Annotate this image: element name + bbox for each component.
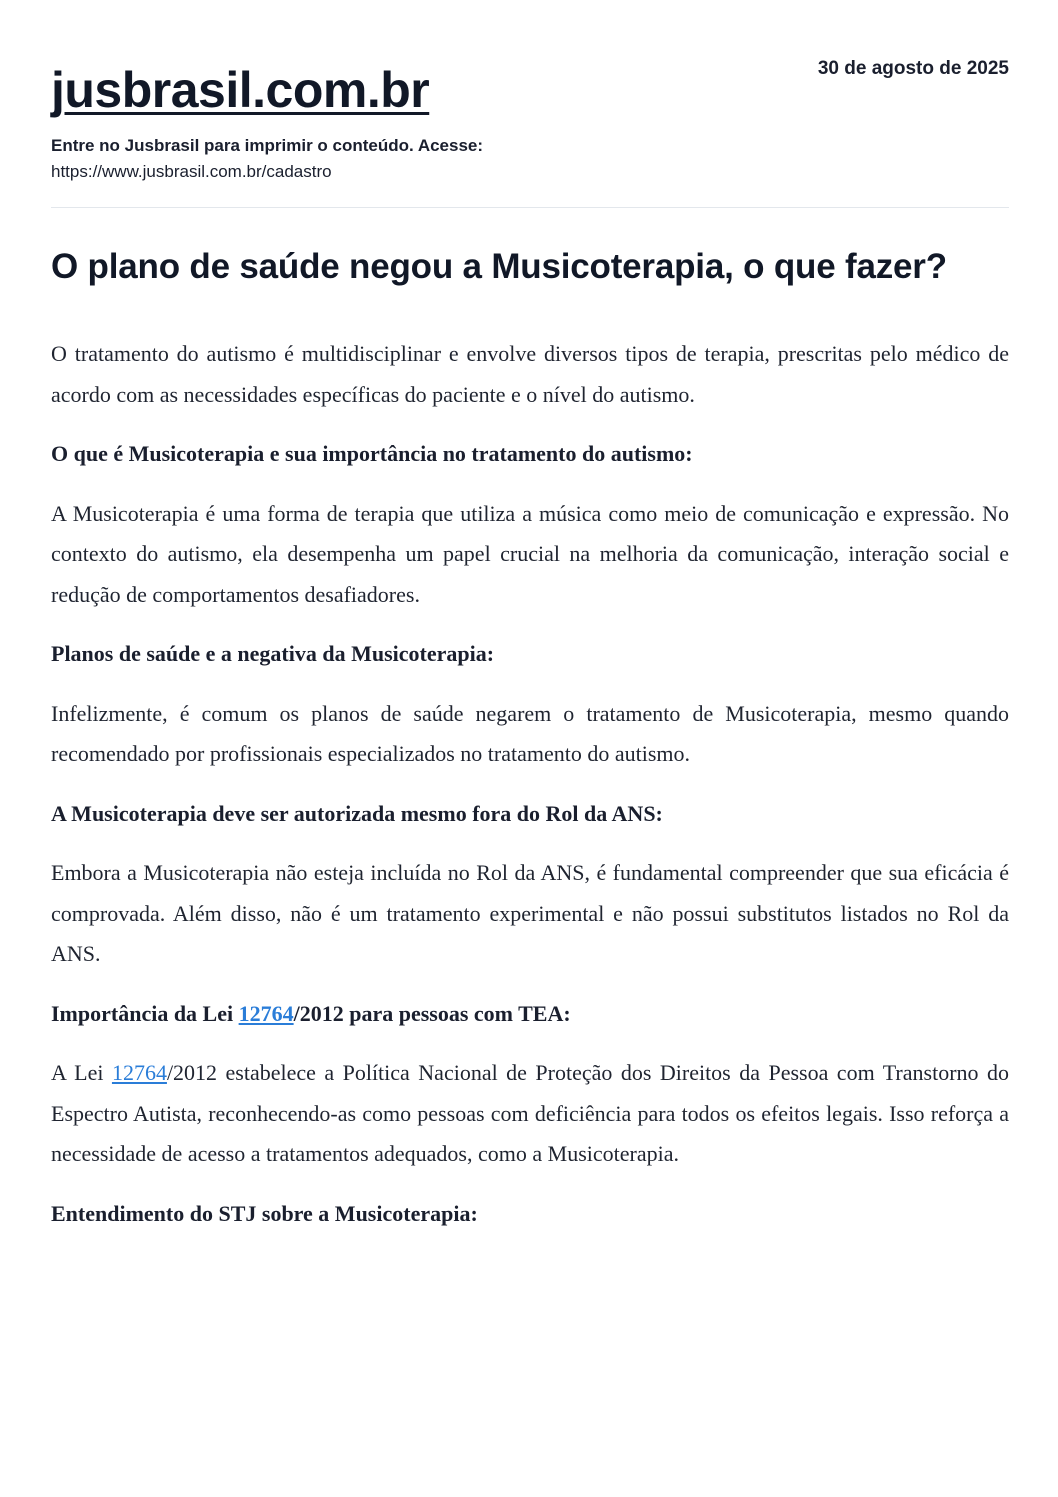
section-paragraph-denial: Infelizmente, é comum os planos de saúde negarem o tratamento de Musicoterapia, mesmo quando recomendado por profissionais especializados no tratamento do autismo. bbox=[51, 700, 1009, 766]
law-link-heading[interactable]: 12764 bbox=[238, 1000, 294, 1026]
section-paragraph-what-is: A Musicoterapia é uma forma de terapia que utiliza a música como meio de comunicação e expressão. No contexto do autismo, ela desempenha um papel crucial na melhoria da comunicação, interação social e redução de comportamentos desafiadores. bbox=[51, 500, 1009, 607]
article-body bbox=[51, 334, 1009, 1234]
law-heading-prefix: Importância da Lei bbox=[51, 1000, 239, 1026]
document-page bbox=[51, 0, 1009, 1253]
print-notice bbox=[51, 133, 483, 185]
site-logo[interactable]: jusbrasil.com.br bbox=[51, 62, 430, 118]
section-paragraph-rol-ans: Embora a Musicoterapia não esteja incluída no Rol da ANS, é fundamental compreender que sua eficácia é comprovada. Além disso, não é um tratamento experimental e não possui substitutos listados no Rol da ANS. bbox=[51, 860, 1009, 966]
section-heading-stj: Entendimento do STJ sobre a Musicoterapia: bbox=[51, 1200, 478, 1226]
section-heading-denial: Planos de saúde e a negativa da Musicoterapia: bbox=[51, 641, 495, 666]
print-notice-text: Entre no Jusbrasil para imprimir o conteúdo. Acesse: bbox=[51, 136, 484, 155]
section-paragraph-law bbox=[51, 1053, 1009, 1175]
section-heading-what-is: O que é Musicoterapia e sua importância no tratamento do autismo: bbox=[51, 441, 693, 466]
law-body-prefix: A Lei bbox=[51, 1060, 112, 1085]
section-heading-law bbox=[51, 994, 1009, 1035]
law-heading-suffix: /2012 para pessoas com TEA: bbox=[293, 1000, 571, 1026]
law-body-suffix: /2012 estabelece a Política Nacional de Proteção dos Direitos da Pessoa com Transtorno do Espectro Autista, reconhecendo-as como pessoas com deficiência para todos os efeitos legais. Isso reforça a necessidade de acesso a tratamentos adequados, como a Musicoterapia. bbox=[51, 1060, 1009, 1166]
article-title: O plano de saúde negou a Musicoterapia, o que fazer? bbox=[51, 247, 947, 286]
page-header bbox=[51, 0, 1009, 208]
signup-url: https://www.jusbrasil.com.br/cadastro bbox=[51, 162, 332, 181]
intro-paragraph: O tratamento do autismo é multidisciplinar e envolve diversos tipos de terapia, prescritas pelo médico de acordo com as necessidades específicas do paciente e o nível do autismo. bbox=[51, 341, 1009, 407]
section-heading-rol-ans: A Musicoterapia deve ser autorizada mesmo fora do Rol da ANS: bbox=[51, 800, 663, 826]
print-date: 30 de agosto de 2025 bbox=[817, 58, 1009, 79]
law-link-body[interactable]: 12764 bbox=[111, 1060, 167, 1085]
